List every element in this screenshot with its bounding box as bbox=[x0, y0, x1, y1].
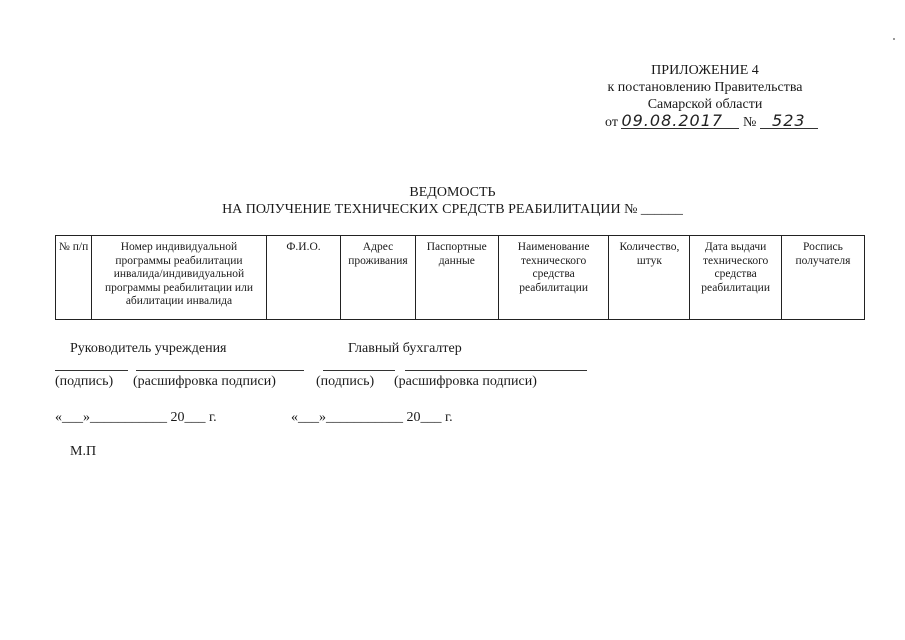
appendix-number: ПРИЛОЖЕНИЕ 4 bbox=[651, 63, 759, 78]
accountant-sign-caption: (подпись) bbox=[316, 374, 375, 389]
register-table bbox=[55, 235, 865, 320]
head-label: Руководитель учреждения bbox=[70, 341, 227, 356]
column-header-issue-date: Дата выдачи технического средства реабилитации bbox=[690, 236, 782, 320]
appendix-decree-line: к постановлению Правительства bbox=[607, 80, 803, 95]
column-header-address: Адрес проживания bbox=[341, 236, 416, 320]
accountant-signature-line bbox=[323, 370, 395, 371]
table-header-row bbox=[56, 236, 865, 320]
stamp-place-label: М.П bbox=[70, 444, 97, 459]
head-signature-line bbox=[55, 370, 128, 371]
column-header-fio: Ф.И.О. bbox=[266, 236, 341, 320]
head-sign-caption: (подпись) bbox=[55, 374, 114, 389]
column-header-program: Номер индивидуальной программы реабилитации инвалида/индивидуальной программы реабилитации или абилитации инвалида bbox=[92, 236, 267, 320]
accountant-label: Главный бухгалтер bbox=[348, 341, 462, 356]
handwritten-number: 523 bbox=[760, 113, 818, 129]
head-decode-caption: (расшифровка подписи) bbox=[133, 374, 276, 389]
column-header-signature: Роспись получателя bbox=[781, 236, 864, 320]
date-prefix: от bbox=[605, 115, 618, 130]
accountant-decode-caption: (расшифровка подписи) bbox=[394, 374, 537, 389]
accountant-decode-line bbox=[405, 370, 587, 371]
appendix-header bbox=[560, 62, 850, 131]
accountant-date-field: «___»___________ 20___ г. bbox=[291, 410, 453, 425]
document-subtitle: НА ПОЛУЧЕНИЕ ТЕХНИЧЕСКИХ СРЕДСТВ РЕАБИЛИТАЦИИ № ______ bbox=[222, 202, 683, 217]
appendix-region-line: Самарской области bbox=[647, 97, 763, 112]
column-header-number: № п/п bbox=[56, 236, 92, 320]
head-decode-line bbox=[136, 370, 304, 371]
head-date-field: «___»___________ 20___ г. bbox=[55, 410, 217, 425]
column-header-passport: Паспортные данные bbox=[415, 236, 498, 320]
handwritten-date: 09.08.2017 bbox=[621, 113, 739, 129]
document-title: ВЕДОМОСТЬ bbox=[409, 185, 496, 200]
appendix-date-line bbox=[560, 113, 850, 131]
scan-speck bbox=[893, 38, 895, 40]
number-prefix: № bbox=[742, 115, 757, 130]
column-header-quantity: Количество, штук bbox=[609, 236, 690, 320]
column-header-device-name: Наименование технического средства реабилитации bbox=[498, 236, 609, 320]
